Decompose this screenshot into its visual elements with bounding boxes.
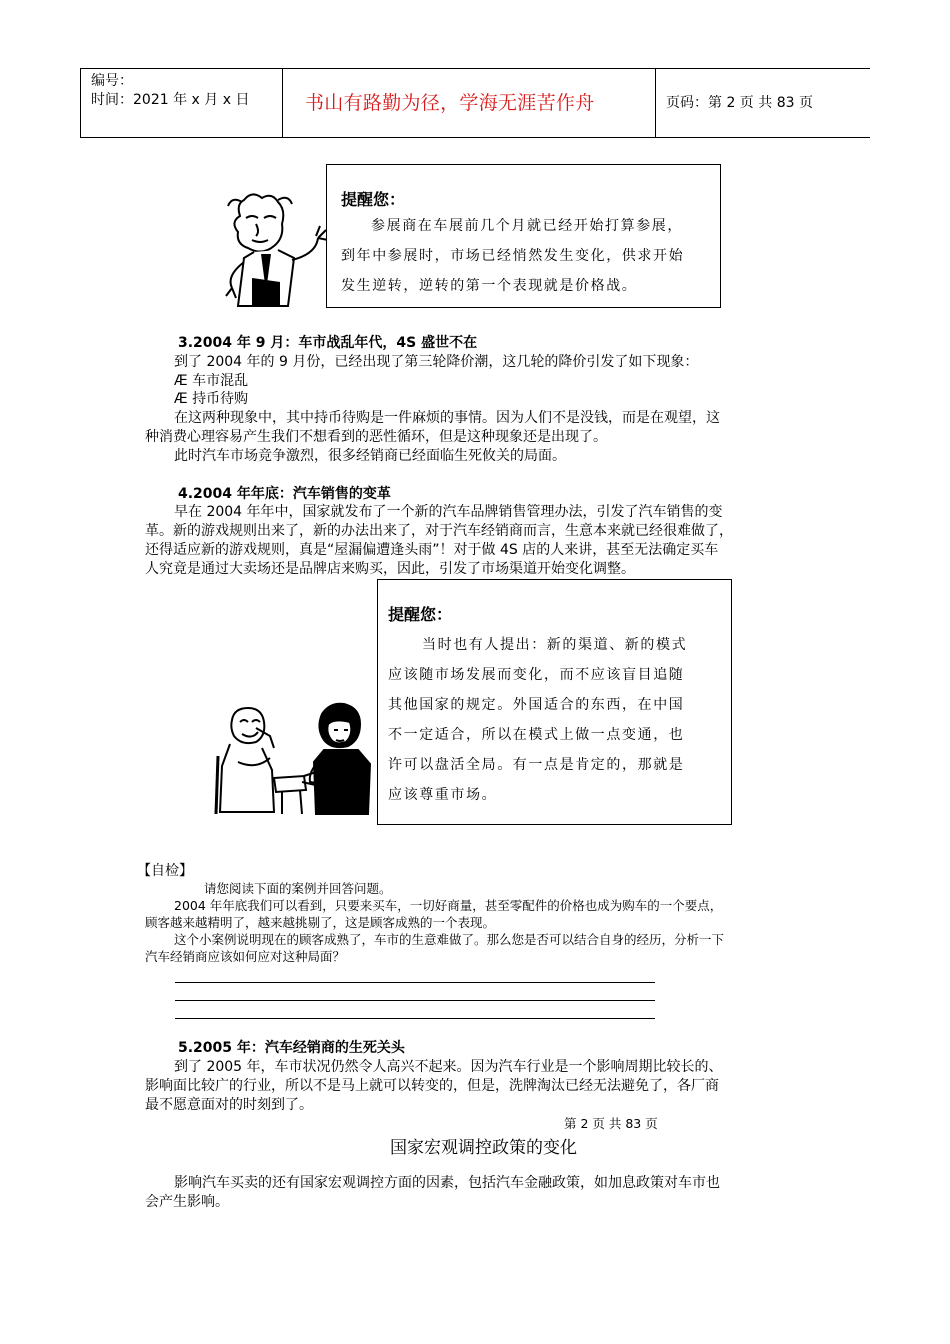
reminder-box-1 (326, 164, 721, 308)
bullet-item: Æ 持币待购 (174, 391, 249, 407)
section-heading: 5.2005 年：汽车经销商的生死关头 (178, 1040, 405, 1056)
reminder-line: 许可以盘活全局。有一点是肯定的，那就是 (388, 757, 685, 773)
section-title: 国家宏观调控政策的变化 (390, 1138, 577, 1158)
reminder-line: 应该尊重市场。 (388, 787, 498, 803)
number-label: 编号： (91, 73, 133, 89)
reminder-line: 应该随市场发展而变化，而不应该盲目追随 (388, 667, 685, 683)
case-line: 2004 年年底我们可以看到，只要来买车，一切好商量，甚至零配件的价格也成为购车的一个要点， (174, 898, 723, 913)
date-label: 时间：2021 年 x 月 x 日 (91, 92, 250, 108)
section-heading: 3.2004 年 9 月：车市战乱年代，4S 盛世不在 (178, 335, 478, 351)
paragraph-line: 人究竟是通过大卖场还是品牌店来购买，因此，引发了市场渠道开始变化调整。 (145, 561, 635, 577)
paragraph-line: 最不愿意面对的时刻到了。 (145, 1097, 313, 1113)
paragraph-line: 影响面比较广的行业，所以不是马上就可以转变的，但是，洗牌淘汰已经无法避免了，各厂商 (145, 1078, 719, 1094)
paragraph-line: 到了 2005 年，车市状况仍然令人高兴不起来。因为汽车行业是一个影响周期比较长的、 (174, 1059, 723, 1075)
paragraph-line: 种消费心理容易产生我们不想看到的恶性循环，但是这种现象还是出现了。 (145, 429, 607, 445)
cartoon-man-illustration (222, 188, 332, 310)
paragraph-line: 会产生影响。 (145, 1194, 229, 1210)
reminder-line: 到年中参展时，市场已经悄然发生变化，供求开始 (341, 248, 685, 264)
section-heading: 4.2004 年年底：汽车销售的变革 (178, 486, 391, 502)
paragraph-line: 早在 2004 年年中，国家就发布了一个新的汽车品牌销售管理办法，引发了汽车销售的变 (174, 504, 723, 520)
reminder-line: 当时也有人提出：新的渠道、新的模式 (422, 637, 688, 653)
header-table (80, 68, 870, 138)
paragraph-line: 影响汽车买卖的还有国家宏观调控方面的因素，包括汽车金融政策，如加息政策对车市也 (174, 1175, 720, 1191)
case-line: 顾客越来越精明了，越来越挑剔了，这是顾客成熟的一个表现。 (145, 915, 496, 930)
answer-line[interactable] (175, 1018, 655, 1019)
paragraph-line: 此时汽车市场竞争激烈，很多经销商已经面临生死攸关的局面。 (174, 448, 566, 464)
page-code: 页码：第 2 页 共 83 页 (666, 95, 813, 111)
header-left-cell (80, 69, 283, 137)
question-line: 这个小案例说明现在的顾客成熟了，车市的生意难做了。那么您是否可以结合自身的经历，分析一下 (174, 932, 725, 947)
selfcheck-prompt: 请您阅读下面的案例并回答问题。 (204, 881, 392, 896)
reminder-title: 提醒您： (388, 605, 453, 624)
header-motto-cell (282, 69, 656, 137)
answer-line[interactable] (175, 1000, 655, 1001)
page-footer: 第 2 页 共 83 页 (564, 1116, 658, 1131)
reminder-box-2 (377, 579, 732, 825)
selfcheck-title: 【自检】 (137, 863, 193, 879)
paragraph-line: 在这两种现象中，其中持币待购是一件麻烦的事情。因为人们不是没钱，而是在观望，这 (174, 410, 720, 426)
reminder-title: 提醒您： (341, 190, 406, 209)
reminder-line: 不一定适合，所以在模式上做一点变通，也 (388, 727, 685, 743)
motto: 书山有路勤为径，学海无涯苦作舟 (305, 92, 595, 114)
cartoon-meeting-illustration (212, 700, 387, 822)
paragraph-line: 到了 2004 年的 9 月份，已经出现了第三轮降价潮，这几轮的降价引发了如下现象： (174, 354, 699, 370)
question-line: 汽车经销商应该如何应对这种局面？ (145, 949, 346, 964)
reminder-line: 发生逆转，逆转的第一个表现就是价格战。 (341, 278, 638, 294)
paragraph-line: 还得适应新的游戏规则，真是“屋漏偏遭逢头雨”！对于做 4S 店的人来讲，甚至无法确定买车 (145, 542, 719, 558)
answer-line[interactable] (175, 982, 655, 983)
header-page-cell (655, 69, 871, 137)
reminder-line: 参展商在车展前几个月就已经开始打算参展， (371, 218, 683, 234)
bullet-item: Æ 车市混乱 (174, 373, 249, 389)
reminder-line: 其他国家的规定。外国适合的东西，在中国 (388, 697, 685, 713)
paragraph-line: 革。新的游戏规则出来了，新的办法出来了，对于汽车经销商而言，生意本来就已经很难做了， (145, 523, 733, 539)
